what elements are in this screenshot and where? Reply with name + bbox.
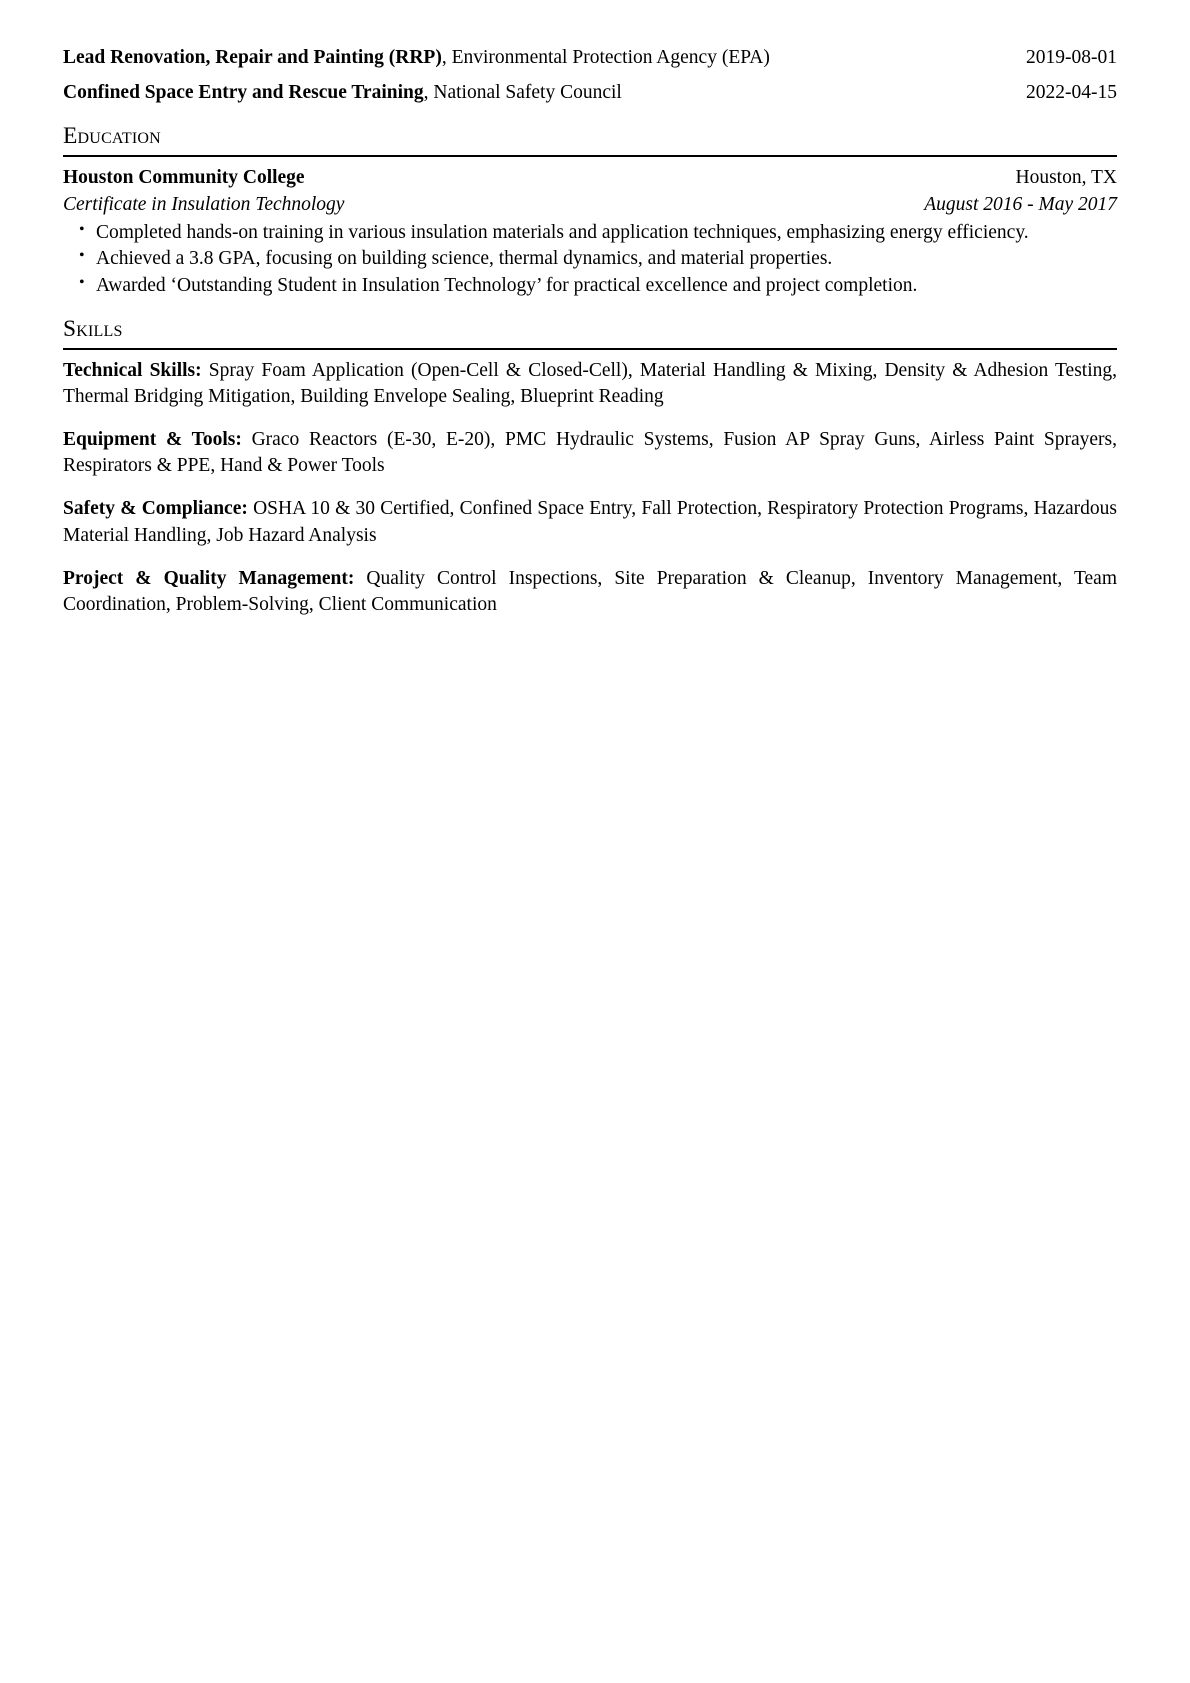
- skill-category-label: Technical Skills:: [63, 359, 202, 381]
- skill-items: Quality Control Inspections, Site Preparation & Cleanup, Inventory Management, Team Coordination, Problem-Solving, Client Communication: [63, 567, 1117, 616]
- certification-separator: ,: [441, 47, 452, 68]
- skills-section-divider: [63, 348, 1117, 350]
- skill-items: Graco Reactors (E-30, E-20), PMC Hydraulic Systems, Fusion AP Spray Guns, Airless Paint Sprayers, Respirators & PPE, Hand & Power Tools: [63, 428, 1117, 477]
- education-bullet: • Completed hands-on training in various insulation materials and application techniques, emphasizing energy efficiency.: [63, 220, 1117, 246]
- education-dates: August 2016 - May 2017: [924, 193, 1117, 215]
- skill-group: [63, 496, 1117, 548]
- skill-items: Spray Foam Application (Open-Cell & Closed-Cell), Material Handling & Mixing, Density & Adhesion Testing, Thermal Bridging Mitigation, Building Envelope Sealing, Blueprint Reading: [63, 359, 1118, 407]
- certification-separator: ,: [423, 81, 434, 103]
- certification-name: Confined Space Entry and Rescue Training: [63, 81, 424, 103]
- education-section-divider: [63, 155, 1117, 157]
- skill-category-label: Project & Quality Management:: [63, 567, 355, 589]
- skill-category-label: Safety & Compliance:: [63, 498, 248, 520]
- education-bullet-list: [63, 220, 1117, 299]
- education-degree-line: [63, 192, 1117, 219]
- skills-section: [63, 316, 1117, 618]
- certifications-list: [63, 44, 1117, 106]
- education-institution-line: [63, 165, 1117, 192]
- education-bullet: • Awarded ‘Outstanding Student in Insulation Technology’ for practical excellence and project completion.: [63, 273, 1117, 299]
- skill-group: [63, 358, 1117, 410]
- certification-issuer: National Safety Council: [433, 81, 622, 103]
- certification-title-group: [63, 79, 622, 107]
- education-degree: Certificate in Insulation Technology: [63, 193, 345, 215]
- education-entry: [63, 165, 1117, 299]
- certification-issuer: Environmental Protection Agency (EPA): [451, 47, 770, 68]
- skills-section-heading: Skills: [63, 315, 123, 342]
- skill-items: OSHA 10 & 30 Certified, Confined Space Entry, Fall Protection, Respiratory Protection Programs, Hazardous Material Handling, Job Hazard Analysis: [63, 498, 1118, 546]
- skill-category-label: Equipment & Tools:: [63, 428, 242, 450]
- skill-group: [63, 566, 1117, 618]
- education-location: Houston, TX: [1015, 167, 1117, 189]
- certification-date: 2022-04-15: [1026, 81, 1117, 103]
- education-section-heading: Education: [63, 123, 161, 150]
- certification-title-group: [63, 44, 770, 72]
- education-bullet: • Achieved a 3.8 GPA, focusing on building science, thermal dynamics, and material properties.: [63, 246, 1117, 272]
- certification-row: [63, 79, 1117, 107]
- skill-group: [63, 427, 1117, 479]
- page-content: [63, 44, 1117, 618]
- certification-row: [63, 44, 1117, 72]
- education-section: [63, 123, 1117, 298]
- education-institution: Houston Community College: [63, 167, 305, 189]
- certification-date: 2019-08-01: [1026, 47, 1117, 68]
- certification-name: Lead Renovation, Repair and Painting (RRP): [63, 47, 442, 68]
